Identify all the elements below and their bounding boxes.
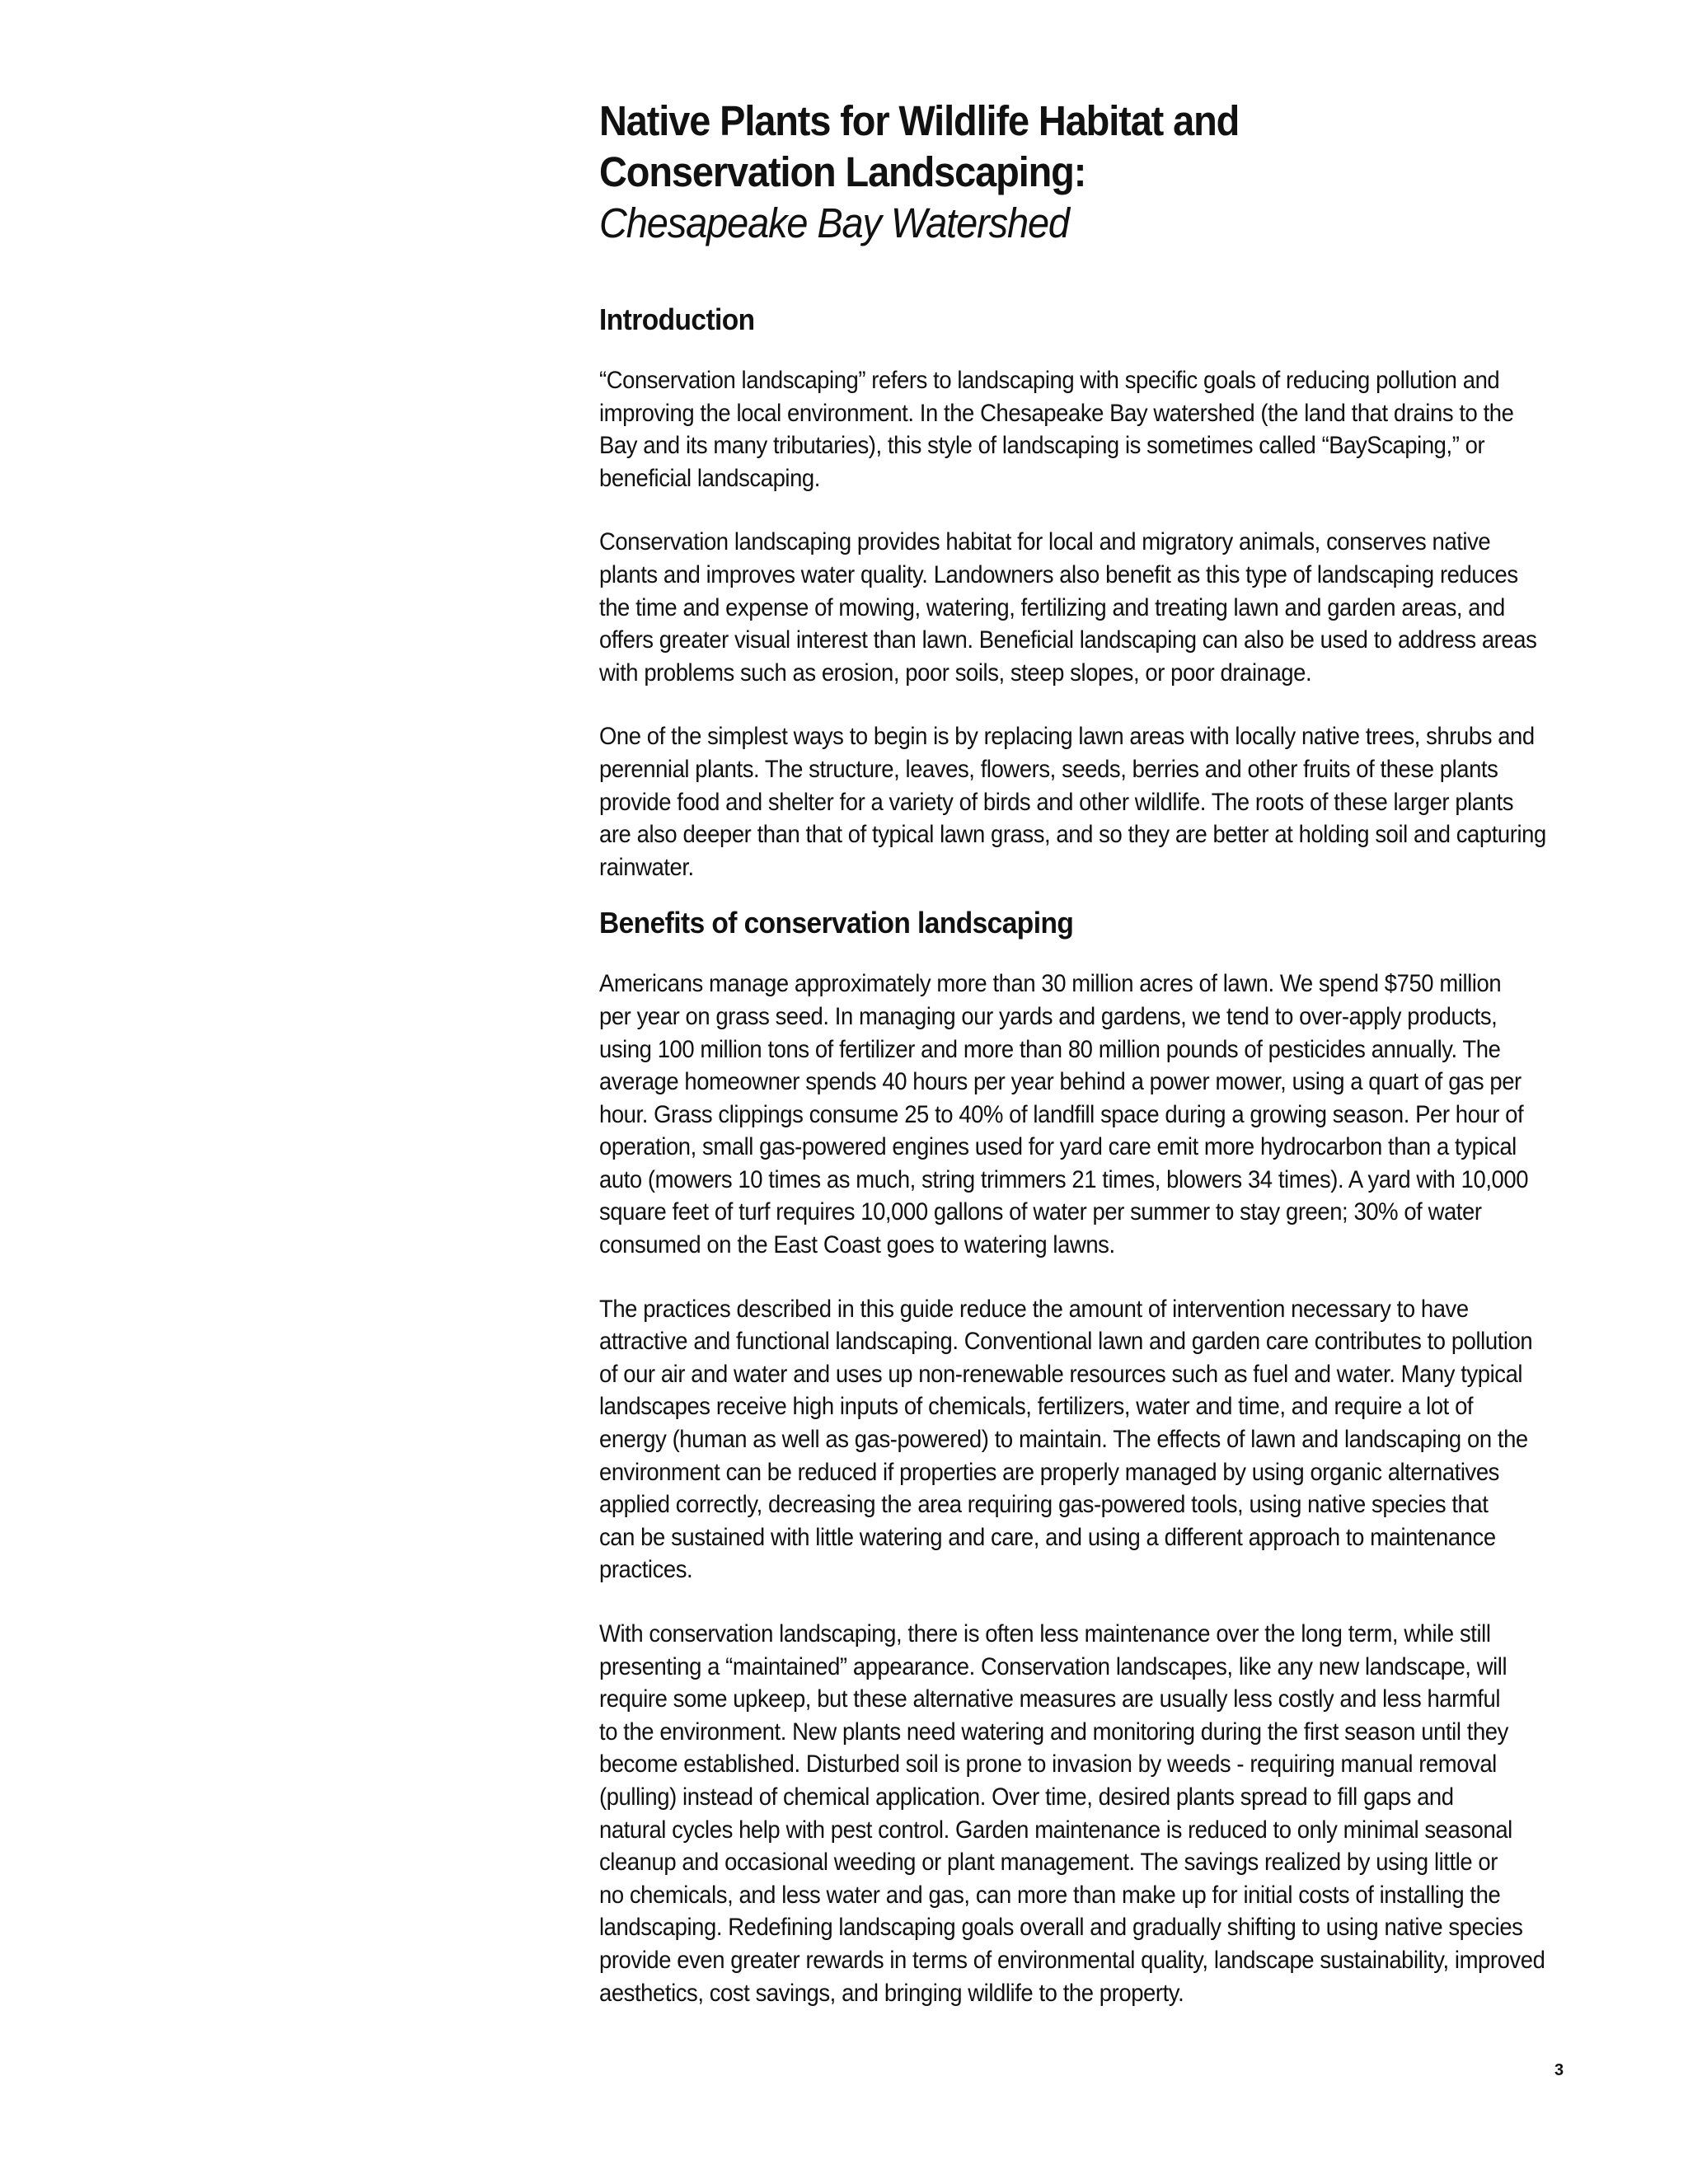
text-line: provide food and shelter for a variety of birds and other wildlife. The roots of these larger plants xyxy=(599,788,1514,816)
text-line: auto (mowers 10 times as much, string trimmers 21 times, blowers 34 times). A yard with 10,000 xyxy=(599,1165,1529,1193)
text-line: landscapes receive high inputs of chemicals, fertilizers, water and time, and require a lot of xyxy=(599,1393,1474,1421)
paragraph xyxy=(599,1618,1545,2009)
text-line: become established. Disturbed soil is prone to invasion by weeds - requiring manual removal xyxy=(599,1750,1497,1779)
text-line: cleanup and occasional weeding or plant management. The savings realized by using little or xyxy=(599,1849,1498,1877)
text-line: rainwater. xyxy=(599,853,694,881)
title-line: Conservation Landscaping: xyxy=(599,148,1086,195)
text-line: landscaping. Redefining landscaping goals overall and gradually shifting to using native species xyxy=(599,1914,1523,1942)
text-line: energy (human as well as gas-powered) to maintain. The effects of lawn and landscaping on the xyxy=(599,1426,1528,1454)
paragraph xyxy=(599,1293,1533,1586)
text-line: provide even greater rewards in terms of environmental quality, landscape sustainability, improved xyxy=(599,1946,1545,1974)
text-line: are also deeper than that of typical lawn grass, and so they are better at holding soil and capturing xyxy=(599,821,1546,849)
document-title xyxy=(599,96,1494,198)
text-line: with problems such as erosion, poor soils, steep slopes, or poor drainage. xyxy=(599,658,1312,687)
text-line: of our air and water and uses up non-renewable resources such as fuel and water. Many typical xyxy=(599,1360,1523,1388)
text-line: average homeowner spends 40 hours per year behind a power mower, using a quart of gas per xyxy=(599,1068,1522,1096)
text-line: operation, small gas-powered engines used for yard care emit more hydrocarbon than a typical xyxy=(599,1133,1517,1161)
page-number: 3 xyxy=(1554,2061,1564,2079)
text-line: With conservation landscaping, there is often less maintenance over the long term, while still xyxy=(599,1620,1491,1647)
paragraph xyxy=(599,968,1529,1261)
text-line: natural cycles help with pest control. Garden maintenance is reduced to only minimal seasonal xyxy=(599,1816,1512,1844)
section-heading-benefits: Benefits of conservation landscaping xyxy=(599,906,1074,940)
text-line: no chemicals, and less water and gas, can more than make up for initial costs of installing the xyxy=(599,1881,1501,1909)
text-line: offers greater visual interest than lawn. Beneficial landscaping can also be used to address areas xyxy=(599,626,1537,654)
paragraph xyxy=(599,526,1537,689)
text-line: environment can be reduced if properties are properly managed by using organic alternatives xyxy=(599,1458,1499,1486)
text-line: square feet of turf requires 10,000 gallons of water per summer to stay green; 30% of water xyxy=(599,1198,1482,1226)
document-subtitle: Chesapeake Bay Watershed xyxy=(599,199,1069,246)
text-line: consumed on the East Coast goes to watering lawns. xyxy=(599,1231,1115,1259)
section-heading-introduction: Introduction xyxy=(599,302,755,336)
paragraph xyxy=(599,720,1546,883)
text-line: require some upkeep, but these alternative measures are usually less costly and less harmful xyxy=(599,1685,1501,1713)
text-line: Conservation landscaping provides habitat for local and migratory animals, conserves native xyxy=(599,528,1491,556)
text-line: practices. xyxy=(599,1556,693,1584)
text-line: per year on grass seed. In managing our yards and gardens, we tend to over-apply products, xyxy=(599,1002,1498,1030)
text-line: to the environment. New plants need watering and monitoring during the first season until they xyxy=(599,1718,1508,1746)
text-line: One of the simplest ways to begin is by replacing lawn areas with locally native trees, shrubs and xyxy=(599,723,1535,751)
text-line: (pulling) instead of chemical application. Over time, desired plants spread to fill gaps and xyxy=(599,1783,1454,1811)
text-line: The practices described in this guide reduce the amount of intervention necessary to have xyxy=(599,1295,1469,1323)
text-line: attractive and functional landscaping. Conventional lawn and garden care contributes to pollution xyxy=(599,1328,1533,1356)
text-line: aesthetics, cost savings, and bringing wildlife to the property. xyxy=(599,1979,1184,2007)
page-content xyxy=(599,96,1572,2009)
text-line: improving the local environment. In the Chesapeake Bay watershed (the land that drains to the xyxy=(599,399,1514,427)
text-line: Bay and its many tributaries), this style of landscaping is sometimes called “BayScaping,” or xyxy=(599,432,1485,460)
text-line: applied correctly, decreasing the area requiring gas-powered tools, using native species that xyxy=(599,1491,1489,1519)
text-line: Americans manage approximately more than 30 million acres of lawn. We spend $750 million xyxy=(599,970,1502,998)
text-line: hour. Grass clippings consume 25 to 40% of landfill space during a growing season. Per hour of xyxy=(599,1100,1524,1128)
paragraph xyxy=(599,364,1514,494)
text-line: perennial plants. The structure, leaves, flowers, seeds, berries and other fruits of these plants xyxy=(599,755,1498,783)
text-line: plants and improves water quality. Landowners also benefit as this type of landscaping reduces xyxy=(599,560,1518,588)
text-line: “Conservation landscaping” refers to landscaping with specific goals of reducing pollution and xyxy=(599,367,1500,394)
text-line: presenting a “maintained” appearance. Conservation landscapes, like any new landscape, will xyxy=(599,1652,1507,1680)
text-line: the time and expense of mowing, watering, fertilizing and treating lawn and garden areas, and xyxy=(599,593,1505,621)
title-line: Native Plants for Wildlife Habitat and xyxy=(599,97,1240,144)
text-line: beneficial landscaping. xyxy=(599,464,820,492)
text-line: can be sustained with little watering and care, and using a different approach to maintenance xyxy=(599,1523,1496,1551)
text-line: using 100 million tons of fertilizer and more than 80 million pounds of pesticides annually. The xyxy=(599,1035,1501,1063)
